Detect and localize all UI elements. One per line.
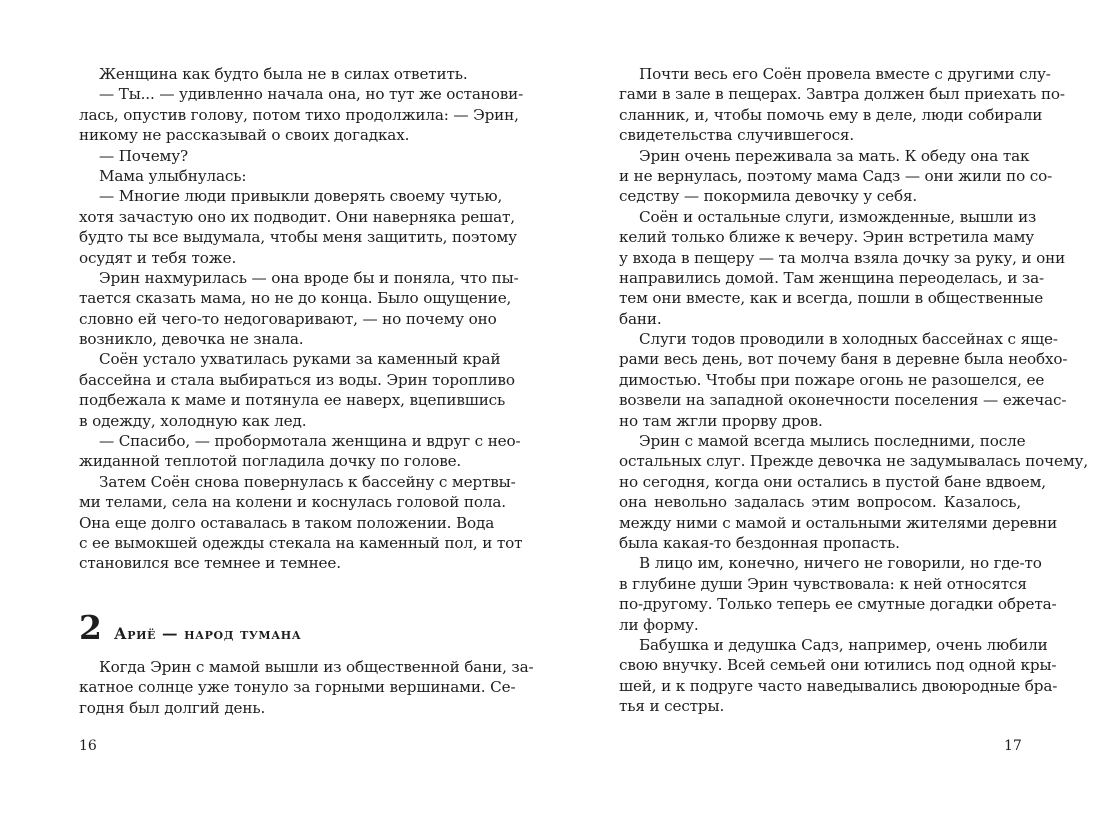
page-number-left: 16 — [79, 738, 97, 754]
text-line: в одежду, холодную как лед. — [79, 411, 307, 430]
text-line: хотя зачастую оно их подводит. Они наверняка решат, — [79, 207, 515, 226]
text-line: Когда Эрин с мамой вышли из общественной бани, за- — [99, 658, 534, 676]
text-line: она невольно задалась этим вопросом. Казалось, — [619, 493, 1021, 512]
text-line: была какая-то бездонная пропасть. — [619, 533, 900, 552]
text-line: Женщина как будто была не в силах ответить. — [99, 65, 468, 83]
text-line: гами в зале в пещерах. Завтра должен был приехать по- — [619, 85, 1065, 104]
text-line: возвели на западной оконечности поселения — ежечас- — [619, 391, 1067, 410]
text-line: по-другому. Только теперь ее смутные догадки обрета- — [619, 595, 1057, 614]
text-line: осудят и тебя тоже. — [79, 248, 237, 267]
text-line: — Спасибо, — пробормотала женщина и вдруг с нео- — [99, 432, 521, 451]
text-line: шей, и к подруге часто наведывались двоюродные бра- — [619, 676, 1058, 695]
text-line: будто ты все выдумала, чтобы меня защитить, поэтому — [79, 228, 517, 247]
text-line: лась, опустив голову, потом тихо продолжила: — Эрин, — [79, 105, 519, 124]
text-line: седству — покормила девочку у себя. — [619, 187, 918, 206]
text-line: с ее вымокшей одежды стекала на каменный пол, и тот — [79, 533, 523, 552]
text-line: — Почему? — [99, 146, 188, 165]
paragraph — [79, 166, 453, 186]
text-line: Эрин с мамой всегда мылись последними, после — [639, 432, 1026, 451]
chapter-title: Ариё — народ тумана — [113, 624, 302, 643]
paragraph — [619, 553, 1057, 635]
text-line: катное солнце уже тонуло за горными вершинами. Се- — [79, 678, 516, 697]
text-line: В лицо им, конечно, ничего не говорили, но где-то — [639, 554, 1042, 573]
text-line: димостью. Чтобы при пожаре огонь не разошелся, ее — [619, 370, 1045, 389]
left-page-text-top — [79, 64, 524, 574]
paragraph — [619, 64, 1065, 146]
text-line: бани. — [619, 309, 662, 328]
text-line: остальных слуг. Прежде девочка не задумывалась почему, — [619, 452, 1089, 471]
text-line: Эрин нахмурилась — она вроде бы и поняла, что пы- — [99, 268, 519, 287]
text-line: сланник, и, чтобы помочь ему в деле, люди собирали — [619, 105, 1043, 124]
text-line: и не вернулась, поэтому мама Садз — они жили по со- — [619, 166, 1053, 185]
text-line: никому не рассказывай о своих догадках. — [79, 126, 410, 145]
text-line: Соён устало ухватилась руками за каменный край — [99, 350, 501, 369]
text-line: Она еще долго оставалась в таком положении. Вода — [79, 513, 495, 532]
text-line: — Многие люди привыкли доверять своему чутью, — [99, 187, 503, 206]
text-line: жиданной теплотой погладила дочку по голове. — [79, 452, 462, 471]
text-line: Мама улыбнулась: — [99, 166, 247, 185]
text-line: свою внучку. Всей семьей они ютились под одной кры- — [619, 656, 1057, 675]
text-line: свидетельства случившегося. — [619, 126, 855, 145]
text-line: ли форму. — [619, 615, 699, 634]
text-line: Эрин очень переживала за мать. К обеду она так — [639, 146, 1030, 165]
paragraph — [619, 431, 1089, 553]
text-line: ми телами, села на колени и коснулась головой пола. — [79, 493, 506, 512]
text-line: подбежала к маме и потянула ее наверх, вцепившись — [79, 391, 506, 410]
paragraph — [79, 472, 523, 574]
paragraph — [79, 186, 517, 268]
paragraph — [619, 635, 1058, 717]
text-line: возникло, девочка не знала. — [79, 330, 304, 349]
text-line: годня был долгий день. — [79, 698, 266, 717]
text-line: Затем Соён снова повернулась к бассейну с мертвы- — [99, 472, 516, 491]
text-line: у входа в пещеру — та молча взяла дочку за руку, и они — [619, 248, 1066, 267]
right-page — [550, 0, 1100, 825]
right-page-text — [619, 64, 1089, 717]
text-line: становился все темнее и темнее. — [79, 554, 341, 573]
text-line: Почти весь его Соён провела вместе с другими слу- — [639, 65, 1051, 83]
paragraph — [79, 349, 515, 431]
text-line: Бабушка и дедушка Садз, например, очень любили — [639, 635, 1048, 654]
text-line: Соён и остальные слуги, изможденные, вышли из — [639, 207, 1037, 226]
paragraph — [79, 84, 524, 145]
paragraph — [619, 146, 1053, 207]
text-line: направились домой. Там женщина переоделась, и за- — [619, 268, 1045, 287]
text-line: в глубине души Эрин чувствовала: к ней относятся — [619, 574, 1027, 593]
paragraph — [79, 657, 534, 718]
paragraph — [619, 329, 1068, 431]
chapter-heading — [79, 610, 301, 646]
paragraph — [79, 64, 468, 84]
text-line: келий только ближе к вечеру. Эрин встретила маму — [619, 228, 1035, 247]
text-line: — Ты... — удивленно начала она, но тут же останови- — [99, 85, 524, 104]
paragraph — [79, 146, 453, 166]
text-line: бассейна и стала выбираться из воды. Эрин торопливо — [79, 370, 515, 389]
paragraph — [79, 431, 521, 472]
text-line: рами весь день, вот почему баня в деревне была необхо- — [619, 350, 1068, 369]
text-line: но сегодня, когда они остались в пустой бане вдвоем, — [619, 472, 1046, 491]
text-line: словно ей чего-то недоговаривают, — но почему оно — [79, 309, 497, 328]
chapter-number: 2 — [79, 608, 102, 647]
text-line: тья и сестры. — [619, 697, 725, 716]
page-number-right: 17 — [1004, 738, 1022, 754]
text-line: тем они вместе, как и всегда, пошли в общественные — [619, 289, 1044, 308]
text-line: Слуги тодов проводили в холодных бассейнах с яще- — [639, 330, 1058, 349]
paragraph — [79, 268, 519, 350]
left-page-text-bottom — [79, 657, 534, 718]
text-line: но там жгли прорву дров. — [619, 411, 823, 430]
paragraph — [619, 207, 1066, 329]
text-line: между ними с мамой и остальными жителями деревни — [619, 513, 1058, 532]
text-line: тается сказать мама, но не до конца. Было ощущение, — [79, 289, 512, 308]
